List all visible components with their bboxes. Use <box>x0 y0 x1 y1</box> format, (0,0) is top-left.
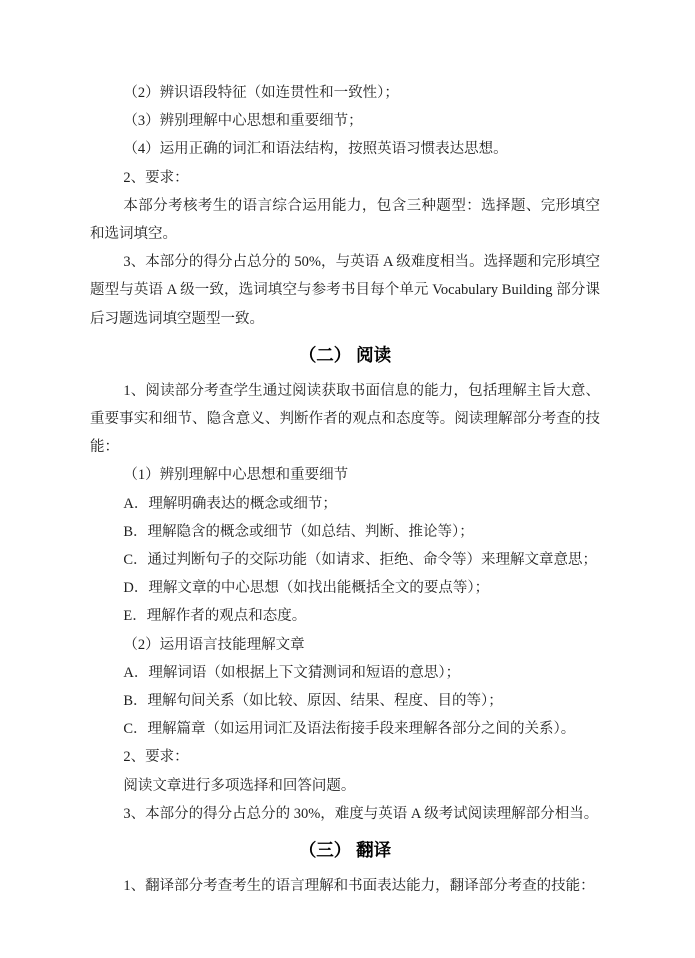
doc-paragraph: 3、本部分的得分占总分的 30%，难度与英语 A 级考试阅读理解部分相当。 <box>123 805 599 822</box>
section-translation <box>90 834 600 900</box>
doc-paragraph: E．理解作者的观点和态度。 <box>123 608 307 625</box>
doc-paragraph: （4）运用正确的词汇和语法结构，按照英语习惯表达思想。 <box>123 141 508 158</box>
doc-paragraph: 3、本部分的得分占总分的 50%，与英语 A 级难度相当。选择题和完形填空题型与英语 A 级一致，选词填空与参考书目每个单元 Vocabulary Building 部分课后习题选词填空题型一致。 <box>90 254 600 327</box>
doc-paragraph: C．理解篇章（如运用词汇及语法衔接手段来理解各部分之间的关系）。 <box>123 721 576 738</box>
doc-paragraph: 本部分考核考生的语言综合运用能力，包含三种题型：选择题、完形填空和选词填空。 <box>90 197 600 243</box>
doc-paragraph: 1、阅读部分考查学生通过阅读获取书面信息的能力，包括理解主旨大意、重要事实和细节、隐含意义、判断作者的观点和态度等。阅读理解部分考查的技能： <box>90 382 600 456</box>
section-heading-reading: （二） 阅读 <box>298 344 392 365</box>
doc-paragraph: A．理解明确表达的概念或细节； <box>123 495 337 512</box>
doc-paragraph: （3）辨别理解中心思想和重要细节； <box>123 113 363 130</box>
doc-paragraph: 阅读文章进行多项选择和回答问题。 <box>123 777 356 794</box>
doc-paragraph: B．理解句间关系（如比较、原因、结果、程度、目的等）； <box>123 693 503 710</box>
doc-paragraph: C．通过判断句子的交际功能（如请求、拒绝、命令等）来理解文章意思； <box>123 552 598 569</box>
doc-paragraph: D．理解文章的中心思想（如找出能概括全文的要点等）； <box>123 580 490 597</box>
doc-paragraph: A．理解词语（如根据上下文猜测词和短语的意思）； <box>123 664 461 681</box>
doc-paragraph: B．理解隐含的概念或细节（如总结、判断、推论等）； <box>123 523 474 540</box>
section-language-usage <box>90 79 600 333</box>
doc-paragraph: 1、翻译部分考查考生的语言理解和书面表达能力，翻译部分考查的技能： <box>123 878 595 895</box>
section-heading-translation: （三） 翻译 <box>298 840 392 861</box>
section-reading <box>90 339 600 828</box>
doc-paragraph: （2）运用语言技能理解文章 <box>123 636 305 653</box>
doc-paragraph: 2、要求： <box>123 169 189 186</box>
doc-paragraph: （2）辨识语段特征（如连贯性和一致性）； <box>123 85 399 101</box>
doc-paragraph: （1）辨别理解中心思想和重要细节 <box>123 467 349 484</box>
doc-paragraph: 2、要求： <box>123 749 189 766</box>
